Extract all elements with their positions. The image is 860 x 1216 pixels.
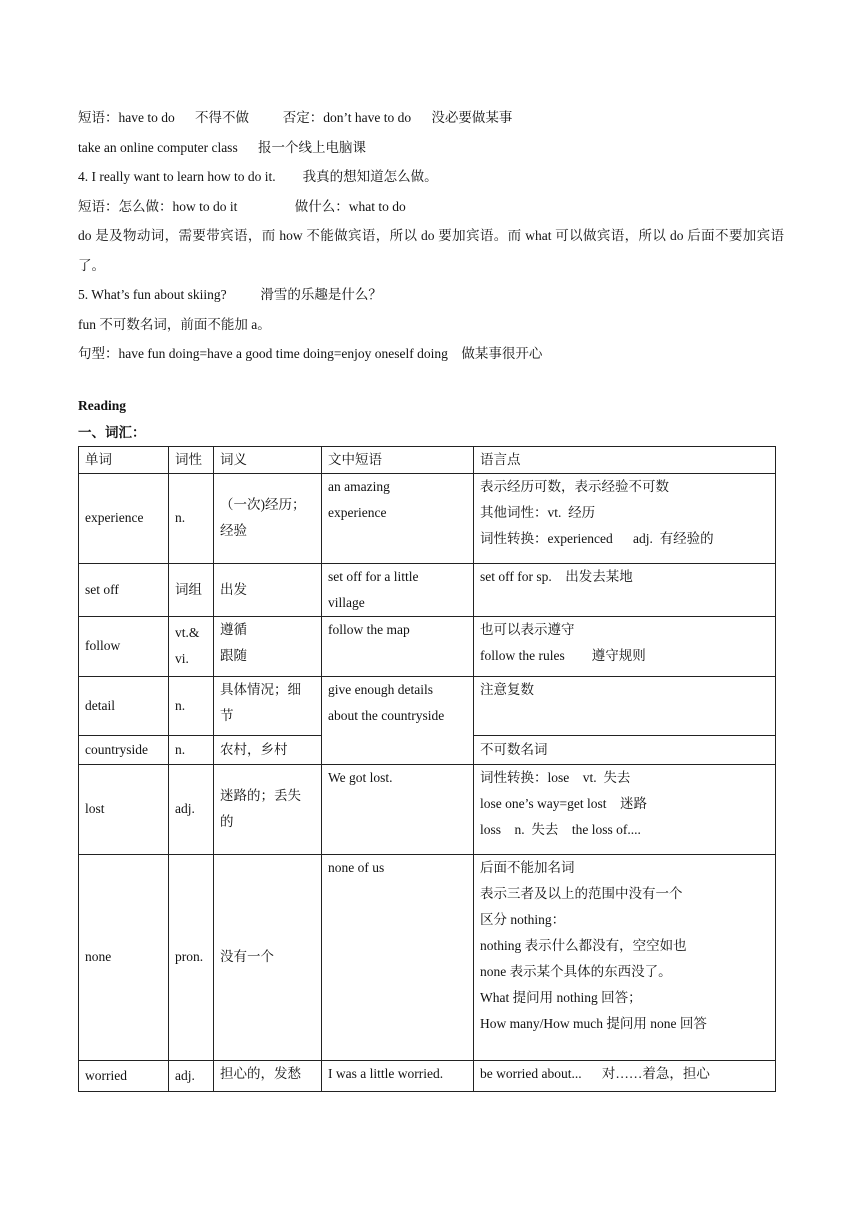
table-row (79, 764, 776, 854)
notes-cell: 也可以表示遵守 follow the rules 遵守规则 (474, 616, 776, 676)
word-cell: countryside (79, 735, 169, 764)
text-line: 5. What’s fun about skiing? 滑雪的乐趣是什么？ (78, 287, 382, 302)
pos-cell: 词组 (169, 563, 214, 616)
word-cell: detail (79, 676, 169, 735)
text-line: 短语：怎么做：how to do it 做什么：what to do (78, 198, 406, 214)
word-cell: experience (79, 473, 169, 563)
header-cell: 词性 (169, 446, 214, 473)
word-cell: set off (79, 563, 169, 616)
meaning-cell: 没有一个 (214, 854, 322, 1060)
vocabulary-table (78, 446, 776, 1092)
phrase-cell: I was a little worried. (322, 1060, 474, 1091)
pos-cell: pron. (169, 854, 214, 1060)
meaning-cell: 具体情况；细 节 (214, 676, 322, 735)
notes-cell: be worried about... 对……着急，担心 (474, 1060, 776, 1091)
pos-cell: n. (169, 735, 214, 764)
table-row (79, 563, 776, 616)
pos-cell: n. (169, 676, 214, 735)
header-cell: 单词 (79, 446, 169, 473)
notes-cell: 表示经历可数，表示经验不可数 其他词性：vt. 经历 词性转换：experienced adj. 有经验的 (474, 473, 776, 563)
meaning-cell: 出发 (214, 563, 322, 616)
pos-cell: vt.& vi. (169, 616, 214, 676)
header-cell: 词义 (214, 446, 322, 473)
text-line: take an online computer class 报一个线上电脑课 (78, 139, 366, 155)
pos-cell: n. (169, 473, 214, 563)
phrase-cell: We got lost. (322, 764, 474, 854)
phrase-cell: none of us (322, 854, 474, 1060)
word-cell: none (79, 854, 169, 1060)
pos-cell: adj. (169, 1060, 214, 1091)
table-row (79, 854, 776, 1060)
text-paragraph: do 是及物动词，需要带宾语，而 how 不能做宾语，所以 do 要加宾语。而 what 可以做宾语，所以 do 后面不要加宾语了。 (78, 228, 784, 273)
table-row (79, 676, 776, 735)
notes-cell: 后面不能加名词 表示三者及以上的范围中没有一个 区分 nothing： nothing 表示什么都没有，空空如也 none 表示某个具体的东西没了。 What 提问用 nothing 回答； How many/How much 提问用 none 回答 (474, 854, 776, 1060)
notes-cell: 注意复数 (474, 676, 776, 735)
header-cell: 语言点 (474, 446, 776, 473)
notes-cell: 词性转换：lose vt. 失去 lose one’s way=get lost 迷路 loss n. 失去 the loss of.... (474, 764, 776, 854)
phrase-cell: set off for a little village (322, 563, 474, 616)
phrase-cell: an amazing experience (322, 473, 474, 563)
phrase-cell: follow the map (322, 616, 474, 676)
header-cell: 文中短语 (322, 446, 474, 473)
text-line: 4. I really want to learn how to do it. 我真的想知道怎么做。 (78, 169, 438, 184)
notes-cell: set off for sp. 出发去某地 (474, 563, 776, 616)
pos-cell: adj. (169, 764, 214, 854)
text-line: fun 不可数名词，前面不能加 a。 (78, 316, 271, 332)
text-line: 句型：have fun doing=have a good time doing=enjoy oneself doing 做某事很开心 (78, 346, 543, 361)
notes-cell: 不可数名词 (474, 735, 776, 764)
table-row (79, 1060, 776, 1091)
word-cell: worried (79, 1060, 169, 1091)
word-cell: lost (79, 764, 169, 854)
meaning-cell: （一次)经历； 经验 (214, 473, 322, 563)
table-row (79, 473, 776, 563)
text-line: 短语：have to do 不得不做 否定：don’t have to do 没必要做某事 (78, 110, 513, 125)
word-cell: follow (79, 616, 169, 676)
table-header-row (79, 446, 776, 473)
document-page (78, 103, 784, 1092)
meaning-cell: 农村，乡村 (214, 735, 322, 764)
meaning-cell: 担心的，发愁 (214, 1060, 322, 1091)
meaning-cell: 迷路的；丢失 的 (214, 764, 322, 854)
phrase-cell: give enough details about the countryside (322, 676, 474, 764)
section-heading: Reading (78, 397, 127, 413)
section-subheading: 一、词汇： (78, 424, 146, 440)
table-row (79, 616, 776, 676)
meaning-cell: 遵循 跟随 (214, 616, 322, 676)
